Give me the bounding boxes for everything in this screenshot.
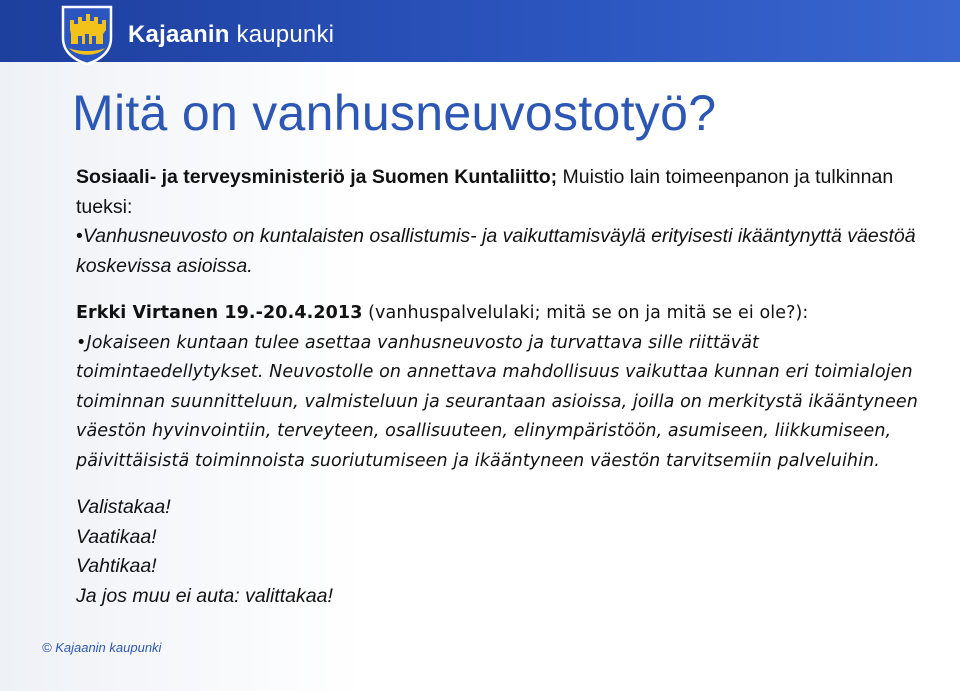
brand-name-rest: kaupunki xyxy=(229,21,335,48)
brand-name xyxy=(128,21,334,49)
source-bold: Sosiaali- ja terveysministeriö ja Suomen Kuntaliitto; xyxy=(76,166,558,188)
footer-copyright: © Kajaanin kaupunki xyxy=(42,640,162,655)
source-line xyxy=(76,163,936,222)
slide-body xyxy=(76,163,936,611)
spacer xyxy=(76,281,936,299)
source-rest: Muistio lain toimeenpanon ja tulkinnan tueksi: xyxy=(76,166,894,218)
bullet-2-text: Jokaiseen kuntaan tulee asettaa vanhusneuvosto ja turvattava sille riittävät toimintaedellytykset. Neuvostolle on annettava mahdollisuus vaikuttaa kunnan eri toimialojen toiminnan suunnitteluun, valmisteluun ja seurantaan asioissa, joilla on merkitystä ikääntyneen väestön hyvinvointiin, terveyteen, osallisuuteen, elinympäristöön, asumiseen, liikkumiseen, päivittäisistä toiminnoista suoriutumiseen ja ikääntyneen väestön tarvitsemiin palveluihin. xyxy=(76,332,918,471)
bullet-1-marker: • xyxy=(76,225,83,247)
page-title: Mitä on vanhusneuvostotyö? xyxy=(72,85,717,141)
bullet-1 xyxy=(76,222,936,281)
closing-line-4: Ja jos muu ei auta: valittakaa! xyxy=(76,584,333,607)
closing-line-2: Vaatikaa! xyxy=(76,525,157,548)
author-rest: (vanhuspalvelulaki; mitä se on ja mitä se ei ole?): xyxy=(362,303,809,323)
closing-line-3: Vahtikaa! xyxy=(76,555,157,577)
bullet-1-text: Vanhusneuvosto on kuntalaisten osallistumis- ja vaikuttamisväylä erityisesti ikääntynyttä väestöä koskevissa asioissa. xyxy=(76,225,916,277)
spacer xyxy=(76,476,936,493)
brand-name-bold: Kajaanin xyxy=(128,21,230,48)
author-bold: Erkki Virtanen 19.-20.4.2013 xyxy=(76,303,363,323)
author-line xyxy=(76,299,936,329)
bullet-2 xyxy=(76,329,936,477)
kajaani-crest-icon xyxy=(60,4,114,66)
closing-line-1: Valistakaa! xyxy=(76,496,171,518)
bullet-2-marker: • xyxy=(76,332,87,353)
